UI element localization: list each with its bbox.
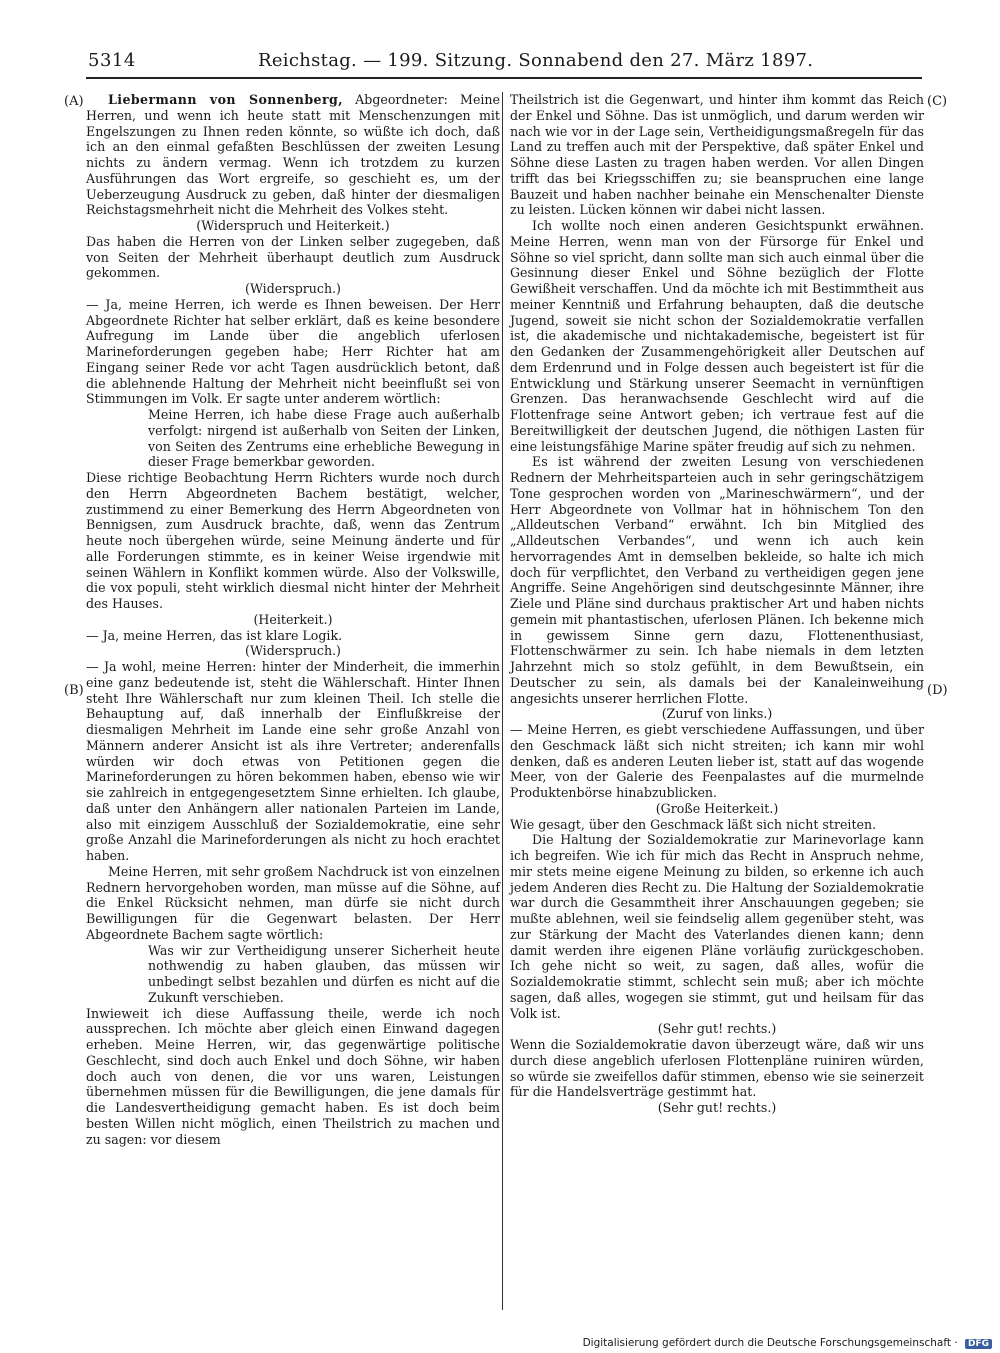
- paragraph: [510, 722, 924, 801]
- quotation: [148, 943, 500, 1006]
- funding-footer: [583, 1337, 992, 1349]
- paragraph-text: — Ja, meine Herren, das ist klare Logik.: [86, 627, 343, 643]
- paragraph: [510, 92, 924, 218]
- paragraph-text: (Zuruf von links.): [661, 706, 773, 722]
- page-number: 5314: [88, 50, 136, 71]
- interjection: [86, 218, 500, 234]
- paragraph-text: Theilstrich ist die Gegenwart, und hinter ihm kommt das Reich der Enkel und Söhne. Das ist unmöglich, und darum werden wir nach wie vor in der Lage sein, Vertheidigungsmaßregeln für das Land zu treffen auch mit der Perspektive, daß später Enkel und Söhne diese Lasten zu tragen haben werden. Vor allen Dingen trifft das bei Kriegsschiffen zu; sie beanspruchen eine lange Bauzeit und haben nachher beinahe ein Menschenalter Dienste zu leisten. Lücken können wir dabei nicht lassen.: [510, 92, 924, 218]
- paragraph-text: Diese richtige Beobachtung Herrn Richters wurde noch durch den Herrn Abgeordneten Bachem bestätigt, welcher, zustimmend zu einer Bemerkung des Herrn Abgeordneten von Bennigsen, zum Ausdruck brachte, daß, wenn das Zentrum heute noch übergehen würde, seine Meinung änderte und für alle Forderungen stimmte, es in keiner Weise irgendwie mit seinen Wählern in Konflikt kommen würde. Also der Volkswille, die vox populi, steht wirklich diesmal nicht hinter der Mehrheit des Hauses.: [86, 470, 500, 611]
- left-column: [86, 92, 500, 1147]
- paragraph-text: Ich wollte noch einen anderen Gesichtspunkt erwähnen. Meine Herren, wenn man von der Fürsorge für Enkel und Söhne so viel spricht, dann sollte man sich auch einmal über die Gesinnung dieser Enkel und Söhne bezüglich der Flotte Gewißheit verschaffen. Und da möchte ich mit Bestimmtheit aus meiner Kenntniß und Erfahrung behaupten, daß die deutsche Jugend, soweit sie nicht schon der Sozialdemokratie verfallen ist, die akademische und nichtakademische, begeistert ist für den Gedanken der Zusammengehörigkeit aller Deutschen auf dem Erdenrund und in Folge dessen auch begeistert ist für die Entwicklung und Stärkung unserer Seemacht in vernünftigen Grenzen. Das heranwachsende Geschlecht wird auf die Flottenfrage seine Antwort geben; ich vertraue fest auf die Bereitwilligkeit der deutschen Jugend, die nöthigen Lasten für eine leistungsfähige Marine später freudig auf sich zu nehmen.: [510, 218, 924, 454]
- paragraph: [86, 92, 500, 218]
- quotation: [148, 407, 500, 470]
- paragraph-text: (Sehr gut! rechts.): [657, 1021, 777, 1037]
- dfg-logo: DFG: [965, 1339, 992, 1349]
- paragraph-text: Abgeordneter: Meine Herren, und wenn ich heute statt mit Menschenzungen mit Engelszungen zu Ihnen reden könnte, so wüßte ich doch, daß ich an den einmal gefaßten Beschlüssen der zweiten Lesung nichts zu ändern vermag. Wenn ich trotzdem zu kurzen Ausführungen das Wort ergreife, so geschieht es, um der Ueberzeugung Ausdruck zu geben, daß hinter der diesmaligen Reichstagsmehrheit nicht die Mehrheit des Volkes steht.: [86, 92, 500, 218]
- speaker-name: Liebermann von Sonnenberg,: [108, 92, 343, 107]
- paragraph-text: Was wir zur Vertheidigung unserer Sicherheit heute nothwendig zu haben glauben, das müssen wir unbedingt selbst bezahlen und dürfen es nicht auf die Zukunft verschieben.: [148, 942, 500, 1005]
- margin-marker-b: (B): [64, 683, 84, 698]
- paragraph-text: (Widerspruch.): [245, 281, 341, 296]
- paragraph: [86, 1006, 500, 1148]
- interjection: [86, 643, 500, 659]
- paragraph: [510, 1037, 924, 1100]
- margin-marker-d: (D): [927, 683, 948, 698]
- interjection: [86, 612, 500, 628]
- right-column: [510, 92, 924, 1116]
- interjection: [510, 1100, 924, 1116]
- paragraph: [86, 659, 500, 864]
- interjection: [510, 706, 924, 722]
- paragraph: [86, 297, 500, 407]
- paragraph-text: (Sehr gut! rechts.): [657, 1100, 777, 1115]
- margin-marker-a: (A): [64, 94, 84, 109]
- paragraph-text: Meine Herren, mit sehr großem Nachdruck ist von einzelnen Rednern hervorgehoben worden, man müsse auf die Söhne, auf die Enkel Rücksicht nehmen, man dürfe sie nicht durch Bewilligungen für die Gegenwart belasten. Der Herr Abgeordnete Bachem sagte wörtlich:: [86, 863, 500, 942]
- paragraph-text: — Ja, meine Herren, ich werde es Ihnen beweisen. Der Herr Abgeordnete Richter hat selber erklärt, daß es keine besondere Aufregung im Lande über die angeblich uferlosen Marineforderungen gegeben habe; Herr Richter hat am Eingang seiner Rede vor acht Tagen ausdrücklich betont, daß die ablehnende Haltung der Mehrheit nicht beeinflußt sei von Stimmungen im Volk. Er sagte unter anderem wörtlich:: [86, 296, 500, 407]
- header-rule: [86, 77, 922, 79]
- paragraph-text: Meine Herren, ich habe diese Frage auch außerhalb verfolgt: nirgend ist außerhalb von Seiten der Linken, von Seiten des Zentrums eine erhebliche Bewegung in dieser Frage bemerkbar geworden.: [148, 407, 500, 470]
- paragraph-text: (Widerspruch.): [245, 643, 341, 659]
- paragraph-text: Die Haltung der Sozialdemokratie zur Marinevorlage kann ich begreifen. Wie ich für mich das Recht in Anspruch nehme, mir stets meine eigene Meinung zu bilden, so erkenne ich auch jedem Anderen dies Recht zu. Die Haltung der Sozialdemokratie war durch die Gesammtheit ihrer Anschauungen gegeben; sie mußte ablehnen, weil sie feindselig allem gegenüber steht, was zur Stärkung der Macht des Vaterlandes dienen kann; denn damit werden ihre eigenen Pläne vorläufig zurückgeschoben. Ich gehe nicht so weit, zu sagen, daß alles, wofür die Sozialdemokratie stimmt, schlecht sein muß; aber ich möchte sagen, daß alles, wogegen sie stimmt, gut und heilsam für das Volk ist.: [510, 832, 924, 1021]
- running-head-title: Reichstag. — 199. Sitzung. Sonnabend den 27. März 1897.: [258, 50, 814, 71]
- interjection: [510, 801, 924, 817]
- paragraph-text: (Große Heiterkeit.): [655, 800, 779, 816]
- running-header: [88, 50, 922, 74]
- paragraph: [86, 234, 500, 281]
- paragraph-text: (Widerspruch und Heiterkeit.): [196, 218, 390, 233]
- paragraph: [86, 864, 500, 943]
- interjection: [86, 281, 500, 297]
- footer-text: Digitalisierung gefördert durch die Deutsche Forschungsgemeinschaft ·: [582, 1337, 958, 1349]
- margin-marker-c: (C): [927, 94, 948, 109]
- paragraph-text: (Heiterkeit.): [253, 611, 333, 627]
- paragraph-text: Wenn die Sozialdemokratie davon überzeugt wäre, daß wir uns durch diese angeblich uferlosen Flottenpläne ruiniren würden, so würde sie zweifellos dafür stimmen, ebenso wie sie seinerzeit für die Handelsverträge gestimmt hat.: [510, 1037, 924, 1100]
- column-divider: [502, 92, 503, 1310]
- paragraph-text: Es ist während der zweiten Lesung von verschiedenen Rednern der Mehrheitsparteien auch in sehr geringschätzigem Tone gesprochen worden von „Marineschwärmern“, und der Herr Abgeordnete von Vollmar hat in höhnischem Ton den „Alldeutschen Verband“ erwähnt. Ich bin Mitglied des „Alldeutschen Verbandes“, und wenn ich auch kein hervorragendes Amt in demselben bekleide, so halte ich mich doch für verpflichtet, den Verband zu vertheidigen gegen jene Angriffe. Seine Angehörigen sind deutschgesinnte Männer, ihre Ziele und Pläne sind durchaus praktischer Art und haben nichts gemein mit phantastischen, uferlosen Plänen. Ich bekenne mich in gewissem Sinne gern dazu, Flottenenthusiast, Flottenschwärmer zu sein. Ich habe niemals in dem letzten Jahrzehnt mich so stolz gefühlt, in dem Bewußtsein, ein Deutscher zu sein, als damals bei der Kanaleinweihung angesichts unserer herrlichen Flotte.: [510, 454, 924, 706]
- paragraph: [510, 832, 924, 1021]
- paragraph: [510, 218, 924, 454]
- paragraph-text: Wie gesagt, über den Geschmack läßt sich nicht streiten.: [510, 816, 877, 832]
- paragraph-text: — Meine Herren, es giebt verschiedene Auffassungen, und über den Geschmack läßt sich nicht streiten; ich kann mir wohl denken, daß es anderen Leuten lieber ist, statt auf das wogende Meer, von der Galerie des Feenpalastes auf die murmelnde Produktenbörse hinabzublicken.: [510, 722, 924, 800]
- paragraph-text: Das haben die Herren von der Linken selber zugegeben, daß von Seiten der Mehrheit überhaupt deutlich zum Ausdruck gekommen.: [86, 233, 500, 281]
- paragraph: [86, 628, 500, 644]
- paragraph: [86, 470, 500, 612]
- paragraph-text: Inwieweit ich diese Auffassung theile, werde ich noch aussprechen. Ich möchte aber gleich einen Einwand dagegen erheben. Meine Herren, wir, das gegenwärtige politische Geschlecht, sind doch auch Enkel und doch Söhne, wir haben doch auch von denen, die vor uns waren, Leistungen übernehmen müssen für die Bewilligungen, die jene damals für die Landesvertheidigung gemacht haben. Es ist doch beim besten Willen nicht möglich, einen Theilstrich zu machen und zu sagen: vor diesem: [86, 1005, 500, 1147]
- interjection: [510, 1021, 924, 1037]
- paragraph-text: — Ja wohl, meine Herren: hinter der Minderheit, die immerhin eine ganz bedeutende ist, steht die Wählerschaft. Hinter Ihnen steht Ihre Wählerschaft nur zum kleinen Theil. Ich stelle die Behauptung auf, daß innerhalb der Einflußkreise der diesmaligen Mehrheit im Lande eine sehr große Anzahl von Männern anderer Ansicht ist als ihre Vertreter; anderenfalls würden wir doch etwas von Petitionen gegen die Marineforderungen zu hören bekommen haben, ebenso wie wir sie zahlreich in entgegengesetztem Sinne erhielten. Ich glaube, daß unter den Anhängern aller nationalen Parteien im Lande, also mit einzigem Ausschluß der Sozialdemokratie, eine sehr große Anzahl die Marineforderungen als nicht zu hoch erachtet haben.: [86, 659, 500, 863]
- paragraph: [510, 817, 924, 833]
- paragraph: [510, 454, 924, 706]
